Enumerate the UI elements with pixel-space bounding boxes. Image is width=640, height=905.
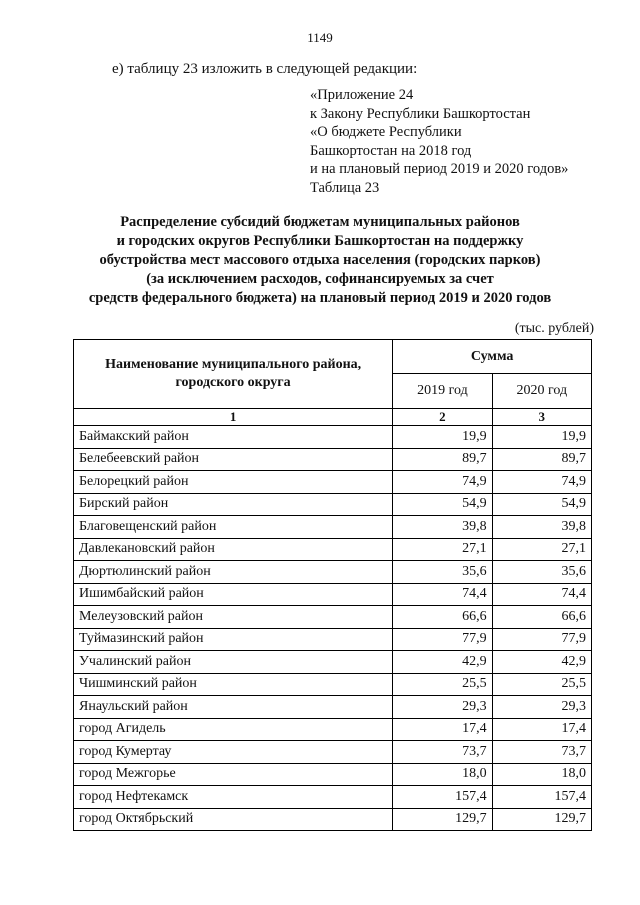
appendix-line: и на плановый период 2019 и 2020 годов» — [310, 161, 569, 177]
unit-label: (тыс. рублей) — [514, 321, 594, 336]
appendix-line: «Приложение 24 — [310, 87, 414, 103]
table-row — [74, 808, 592, 831]
value-2019-cell: 129,7 — [393, 808, 492, 831]
value-2020-cell: 89,7 — [492, 448, 591, 471]
value-2019-cell: 66,6 — [393, 606, 492, 629]
header-name-line: Наименование муниципального района, — [105, 357, 362, 372]
table-row — [74, 673, 592, 696]
header-name-line: городского округа — [175, 375, 291, 390]
district-name-cell: Благовещенский район — [74, 516, 393, 539]
table-row — [74, 471, 592, 494]
column-number: 2 — [393, 409, 492, 426]
value-2019-cell: 157,4 — [393, 786, 492, 809]
value-2020-cell: 42,9 — [492, 651, 591, 674]
value-2019-cell: 73,7 — [393, 741, 492, 764]
value-2019-cell: 89,7 — [393, 448, 492, 471]
value-2019-cell: 74,4 — [393, 583, 492, 606]
title-line: обустройства мест массового отдыха населения (городских парков) — [99, 252, 541, 268]
district-name-cell: Дюртюлинский район — [74, 561, 393, 584]
value-2019-cell: 27,1 — [393, 538, 492, 561]
title-line: Распределение субсидий бюджетам муниципальных районов — [120, 214, 520, 230]
column-number: 1 — [74, 409, 393, 426]
value-2019-cell: 19,9 — [393, 426, 492, 449]
value-2019-cell: 25,5 — [393, 673, 492, 696]
value-2019-cell: 54,9 — [393, 493, 492, 516]
value-2020-cell: 54,9 — [492, 493, 591, 516]
value-2020-cell: 35,6 — [492, 561, 591, 584]
value-2019-cell: 35,6 — [393, 561, 492, 584]
value-2020-cell: 25,5 — [492, 673, 591, 696]
header-2020: 2020 год — [492, 374, 591, 409]
table-row — [74, 561, 592, 584]
district-name-cell: Чишминский район — [74, 673, 393, 696]
table-row — [74, 651, 592, 674]
value-2020-cell: 18,0 — [492, 763, 591, 786]
title-line: средств федерального бюджета) на плановый период 2019 и 2020 годов — [88, 290, 552, 306]
table-row — [74, 493, 592, 516]
value-2019-cell: 17,4 — [393, 718, 492, 741]
district-name-cell: Мелеузовский район — [74, 606, 393, 629]
column-number: 3 — [492, 409, 591, 426]
district-name-cell: город Октябрьский — [74, 808, 393, 831]
district-name-cell: Учалинский район — [74, 651, 393, 674]
district-name-cell: Баймакский район — [74, 426, 393, 449]
value-2019-cell: 18,0 — [393, 763, 492, 786]
district-name-cell: город Межгорье — [74, 763, 393, 786]
value-2020-cell: 129,7 — [492, 808, 591, 831]
appendix-line: Таблица 23 — [310, 179, 380, 196]
district-name-cell: город Агидель — [74, 718, 393, 741]
table-row — [74, 448, 592, 471]
title-line: (за исключением расходов, софинансируемых за счет — [146, 271, 494, 287]
district-name-cell: Давлекановский район — [74, 538, 393, 561]
table-row — [74, 426, 592, 449]
district-name-cell: город Кумертау — [74, 741, 393, 764]
table-row — [74, 763, 592, 786]
subsidy-table — [73, 339, 592, 831]
appendix-line: Башкортостан на 2018 год — [310, 142, 472, 159]
value-2020-cell: 66,6 — [492, 606, 591, 629]
appendix-reference — [310, 86, 568, 197]
district-name-cell: Янаульский район — [74, 696, 393, 719]
district-name-cell: Ишимбайский район — [74, 583, 393, 606]
value-2020-cell: 29,3 — [492, 696, 591, 719]
district-name-cell: Белорецкий район — [74, 471, 393, 494]
table-row — [74, 538, 592, 561]
table-row — [74, 786, 592, 809]
district-name-cell: Белебеевский район — [74, 448, 393, 471]
table-body — [74, 426, 592, 831]
table-row — [74, 606, 592, 629]
value-2020-cell: 17,4 — [492, 718, 591, 741]
table-row — [74, 696, 592, 719]
value-2020-cell: 74,4 — [492, 583, 591, 606]
district-name-cell: город Нефтекамск — [74, 786, 393, 809]
page-number: 1149 — [307, 30, 333, 45]
table-row — [74, 628, 592, 651]
header-sum: Сумма — [393, 340, 592, 374]
header-name — [74, 340, 393, 409]
value-2019-cell: 74,9 — [393, 471, 492, 494]
document-title — [0, 213, 640, 308]
value-2020-cell: 74,9 — [492, 471, 591, 494]
value-2019-cell: 42,9 — [393, 651, 492, 674]
value-2020-cell: 19,9 — [492, 426, 591, 449]
value-2020-cell: 157,4 — [492, 786, 591, 809]
table-row — [74, 718, 592, 741]
district-name-cell: Бирский район — [74, 493, 393, 516]
header-2019: 2019 год — [393, 374, 492, 409]
table-row — [74, 741, 592, 764]
value-2019-cell: 39,8 — [393, 516, 492, 539]
title-line: и городских округов Республики Башкортостан на поддержку — [116, 233, 524, 249]
instruction-text: е) таблицу 23 изложить в следующей редакции: — [112, 61, 418, 77]
appendix-line: к Закону Республики Башкортостан — [310, 105, 531, 122]
value-2020-cell: 77,9 — [492, 628, 591, 651]
table-row — [74, 516, 592, 539]
district-name-cell: Туймазинский район — [74, 628, 393, 651]
appendix-line: «О бюджете Республики — [310, 124, 462, 140]
value-2020-cell: 39,8 — [492, 516, 591, 539]
value-2019-cell: 29,3 — [393, 696, 492, 719]
value-2020-cell: 27,1 — [492, 538, 591, 561]
value-2019-cell: 77,9 — [393, 628, 492, 651]
value-2020-cell: 73,7 — [492, 741, 591, 764]
table-row — [74, 583, 592, 606]
